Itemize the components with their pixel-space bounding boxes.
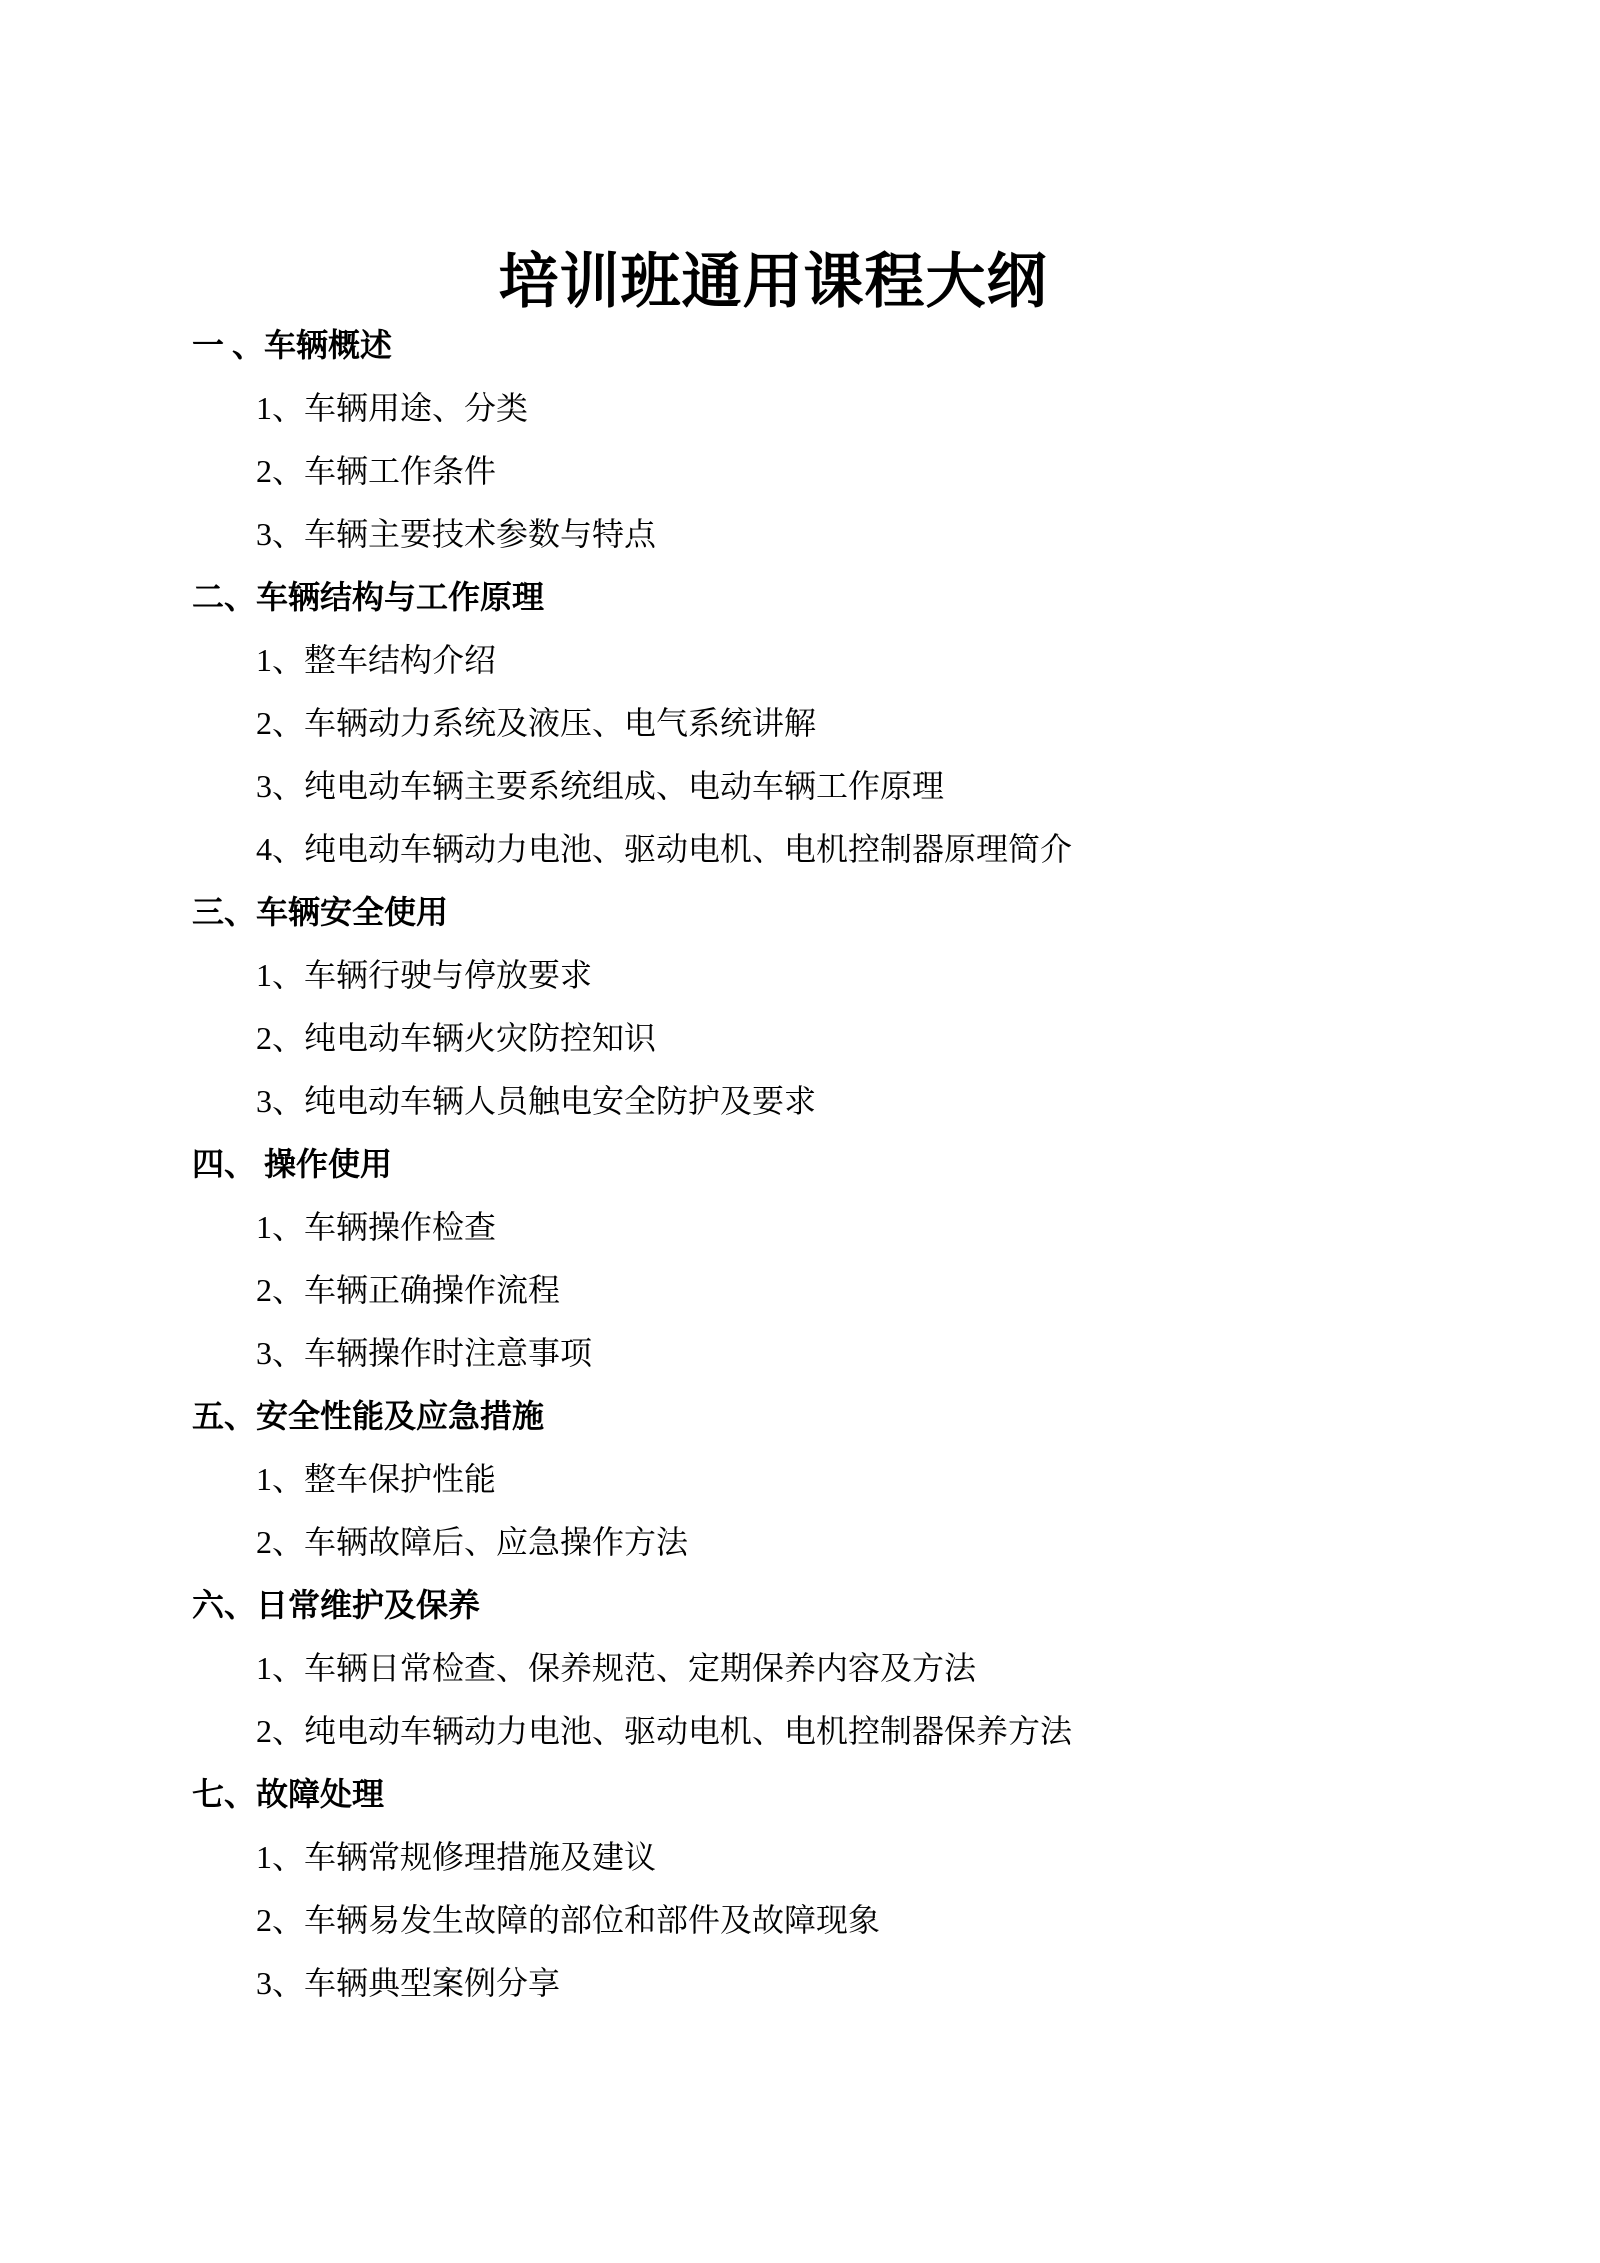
outline-item: 2、车辆故障后、应急操作方法 (256, 1524, 689, 1560)
outline-item: 3、车辆典型案例分享 (256, 1965, 561, 2001)
outline-item: 2、纯电动车辆火灾防控知识 (256, 1020, 657, 1056)
outline-item: 1、整车保护性能 (256, 1461, 497, 1497)
outline-item: 1、车辆日常检查、保养规范、定期保养内容及方法 (256, 1650, 977, 1686)
outline-item: 3、纯电动车辆人员触电安全防护及要求 (256, 1083, 817, 1119)
section-heading: 一 、车辆概述 (192, 327, 393, 363)
outline-item: 3、纯电动车辆主要系统组成、电动车辆工作原理 (256, 768, 945, 804)
outline-item: 2、车辆工作条件 (256, 453, 497, 489)
section-heading: 二、车辆结构与工作原理 (192, 579, 545, 615)
course-outline (0, 314, 1600, 2015)
section-maintenance (0, 1574, 1600, 1763)
outline-item: 2、车辆正确操作流程 (256, 1272, 561, 1308)
section-vehicle-overview (0, 314, 1600, 566)
outline-item: 1、车辆常规修理措施及建议 (256, 1839, 657, 1875)
section-operation (0, 1133, 1600, 1385)
section-fault-handling (0, 1763, 1600, 2015)
outline-item: 1、车辆行驶与停放要求 (256, 957, 593, 993)
outline-item: 3、车辆操作时注意事项 (256, 1335, 593, 1371)
outline-item: 3、车辆主要技术参数与特点 (256, 516, 657, 552)
section-structure-principles (0, 566, 1600, 881)
outline-item: 4、纯电动车辆动力电池、驱动电机、电机控制器原理简介 (256, 831, 1073, 867)
section-safety-emergency (0, 1385, 1600, 1574)
section-heading: 五、安全性能及应急措施 (192, 1398, 545, 1434)
section-safe-use (0, 881, 1600, 1133)
outline-item: 2、车辆动力系统及液压、电气系统讲解 (256, 705, 817, 741)
page-title: 培训班通用课程大纲 (498, 249, 1048, 315)
section-heading: 七、故障处理 (192, 1776, 385, 1812)
outline-item: 2、车辆易发生故障的部位和部件及故障现象 (256, 1902, 881, 1938)
section-heading: 六、日常维护及保养 (192, 1587, 481, 1623)
outline-item: 1、整车结构介绍 (256, 642, 497, 678)
outline-item: 2、纯电动车辆动力电池、驱动电机、电机控制器保养方法 (256, 1713, 1073, 1749)
section-heading: 三、车辆安全使用 (192, 894, 449, 930)
outline-item: 1、车辆操作检查 (256, 1209, 497, 1245)
section-heading: 四、 操作使用 (192, 1146, 393, 1182)
outline-item: 1、车辆用途、分类 (256, 390, 529, 426)
